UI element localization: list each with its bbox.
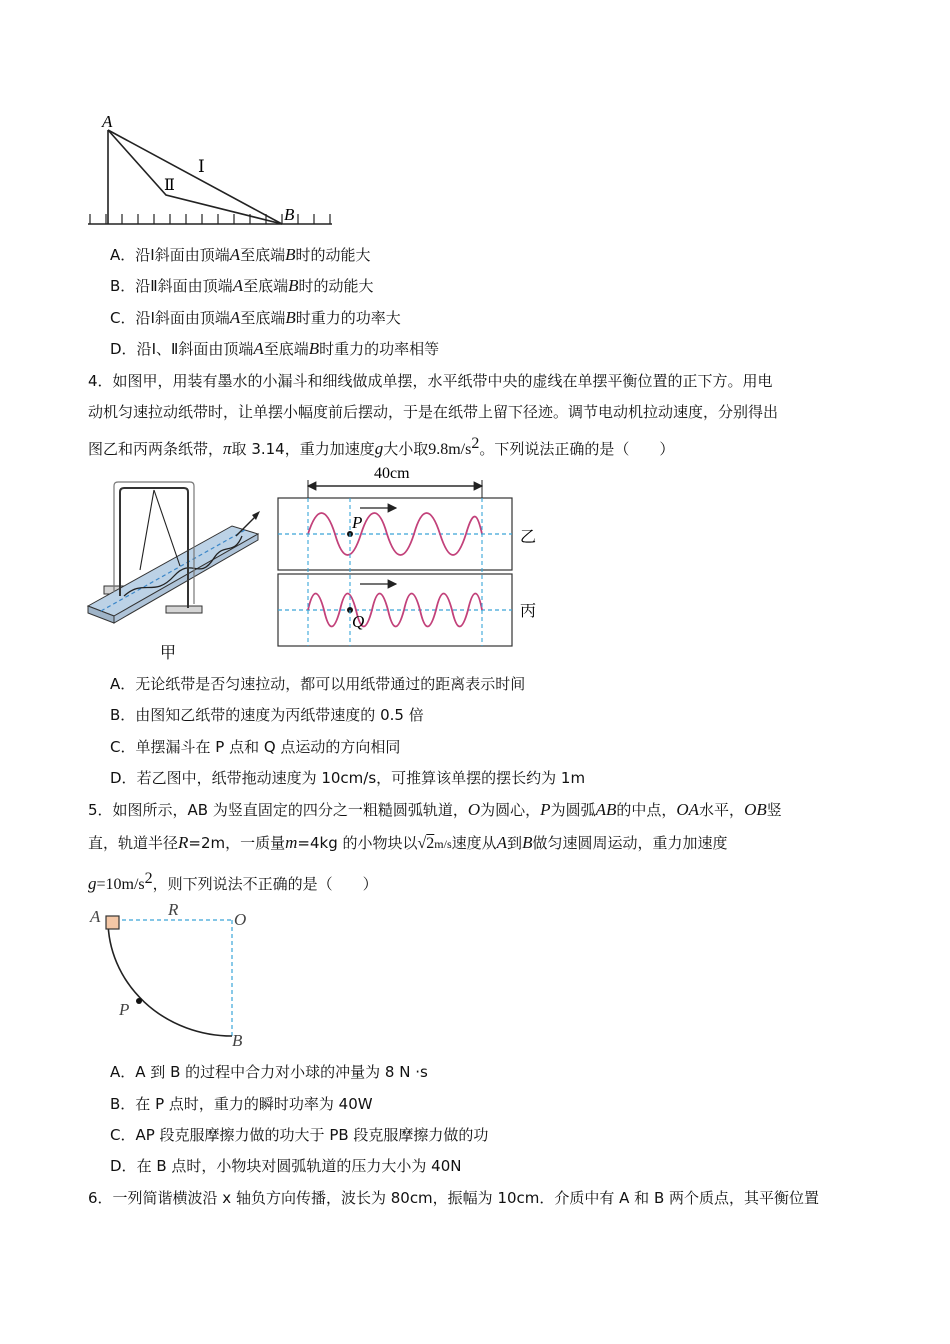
block	[106, 916, 119, 929]
arc-track-figure	[86, 898, 261, 1050]
q4-line-1: 4．如图甲，用装有墨水的小漏斗和细线做成单摆，水平纸带中央的虚线在单摆平衡位置的正下方。用电	[88, 372, 773, 390]
path-one-label: Ⅰ	[198, 157, 205, 176]
q5-line-3: $g=10m/s^2$，则下列说法不正确的是（ ）	[88, 870, 378, 893]
q4-option-c: C．单摆漏斗在 P 点和 Q 点运动的方向相同	[110, 738, 401, 756]
point-q-label: Q	[352, 612, 365, 631]
q5-option-c: C．AP 段克服摩擦力做的功大于 PB 段克服摩擦力做的功	[110, 1126, 489, 1144]
q4-line-3: 图乙和丙两条纸带，π取 3.14，重力加速度g大小取$9.8m/s^2$。下列说法正确的是（ ）	[88, 435, 675, 458]
q6-line-1: 6．一列简谐横波沿 x 轴负方向传播，波长为 80cm，振幅为 10cm．介质中有 A 和 B 两个质点，其平衡位置	[88, 1189, 820, 1207]
q3-option-b: B．沿Ⅱ斜面由顶端A至底端B时的动能大	[110, 276, 374, 295]
paper-tape-figure	[274, 460, 549, 650]
q5-line-1: 5．如图所示，AB 为竖直固定的四分之一粗糙圆弧轨道，O为圆心，P为圆弧AB的中点，OA水平，OB竖	[88, 800, 782, 819]
q4-option-d: D．若乙图中，纸带拖动速度为 10cm/s，可推算该单摆的摆长约为 1m	[110, 769, 586, 787]
q5-option-b: B．在 P 点时，重力的瞬时功率为 40W	[110, 1095, 373, 1113]
point-a-label: A	[90, 907, 101, 926]
point-a-label: A	[102, 112, 113, 131]
q5-option-a: A．A 到 B 的过程中合力对小球的冲量为 8 N ·s	[110, 1063, 428, 1081]
sqrt-expression: √2	[417, 835, 435, 852]
point-b-label: B	[232, 1031, 243, 1050]
q5-option-d: D．在 B 点时，小物块对圆弧轨道的压力大小为 40N	[110, 1157, 462, 1175]
bing-label: 丙	[520, 603, 537, 620]
q3-option-a: A．沿Ⅰ斜面由顶端A至底端B时的动能大	[110, 245, 371, 264]
point-p-label: P	[352, 513, 363, 532]
q5-line-2: 直，轨道半径R=2m，一质量m=4kg 的小物块以√2m/s速度从A到B做匀速圆周运动，重力加速度	[88, 833, 728, 852]
incline-figure	[84, 110, 344, 235]
q3-option-c: C．沿Ⅰ斜面由顶端A至底端B时重力的功率大	[110, 308, 401, 327]
jia-label: 甲	[160, 645, 177, 662]
q4-line-2: 动机匀速拉动纸带时，让单摆小幅度前后摆动，于是在纸带上留下径迹。调节电动机拉动速度，分别得出	[88, 403, 779, 421]
pendulum-figure	[84, 478, 269, 663]
tape-length-label: 40cm	[374, 465, 410, 482]
q3-option-d: D．沿Ⅰ、Ⅱ斜面由顶端A至底端B时重力的功率相等	[110, 339, 440, 358]
q4-option-b: B．由图知乙纸带的速度为丙纸带速度的 0.5 倍	[110, 706, 424, 724]
yi-label: 乙	[520, 529, 537, 546]
point-p-label: P	[119, 1000, 130, 1019]
point-o-label: O	[234, 910, 247, 929]
radius-label: R	[168, 900, 179, 919]
path-two-label: Ⅱ	[164, 177, 175, 194]
point-b-label: B	[284, 205, 295, 224]
q4-option-a: A．无论纸带是否匀速拉动，都可以用纸带通过的距离表示时间	[110, 675, 526, 693]
